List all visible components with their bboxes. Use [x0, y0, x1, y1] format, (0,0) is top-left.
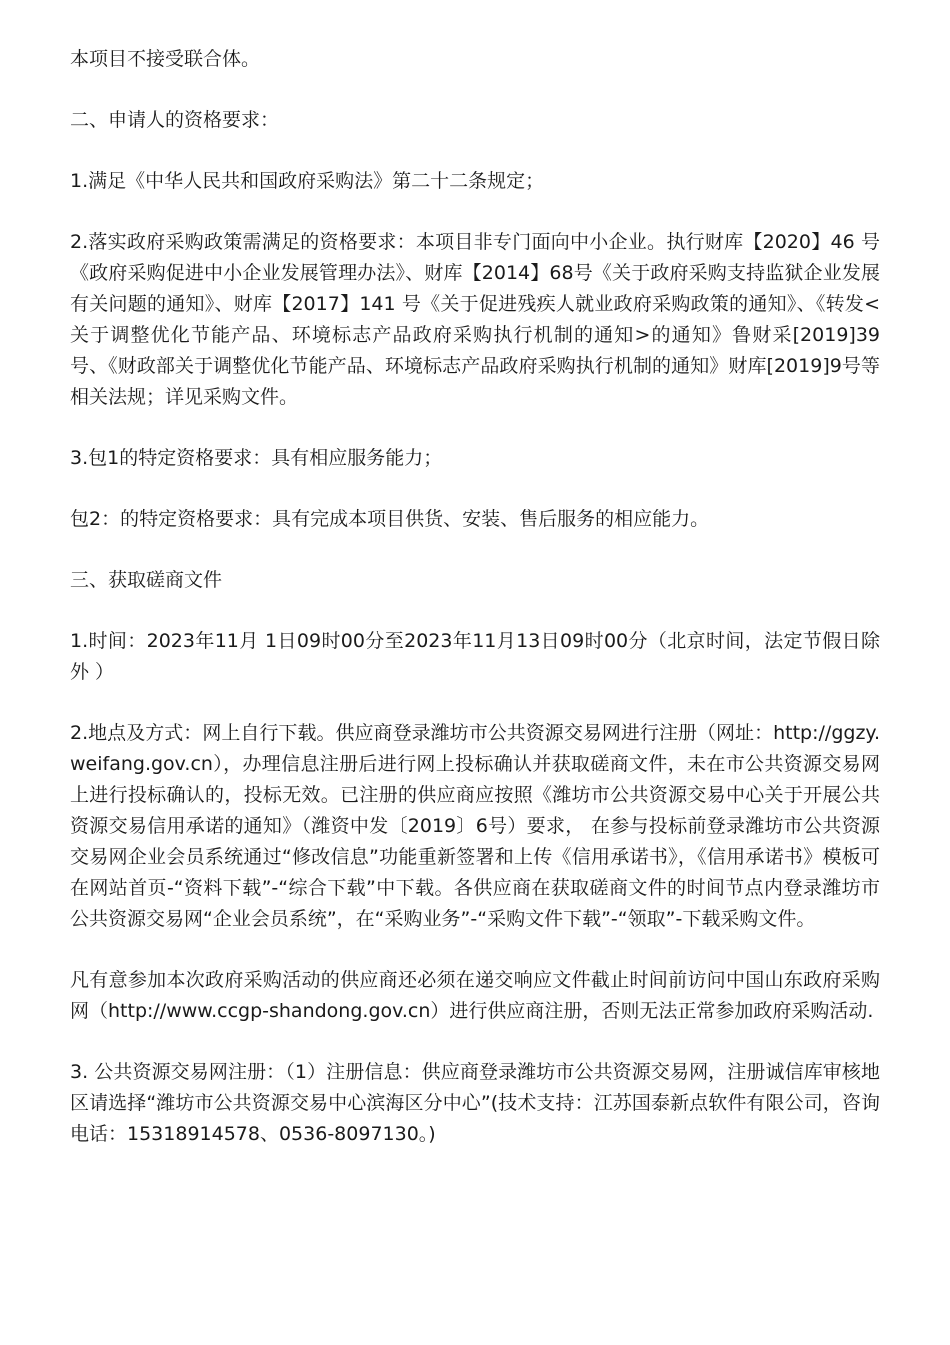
- paragraph-no-consortium: 本项目不接受联合体。: [70, 48, 261, 70]
- paragraph-time: 1.时间：2023年11月 1日09时00分至2023年11月13日09时00分（北京时间，法定节假日除外 ）: [70, 630, 880, 683]
- paragraph-requirement-2: 2.落实政府采购政策需满足的资格要求：本项目非专门面向中小企业。执行财库【2020】46 号《政府采购促进中小企业发展管理办法》、财库【2014】68号《关于政府采购支持监狱企业发展有关问题的通知》、财库【2017】141 号《关于促进残疾人就业政府采购政策的通知》、《转发<关于调整优化节能产品、环境标志产品政府采购执行机制的通知>的通知》鲁财采[2019]39 号、《财政部关于调整优化节能产品、环境标志产品政府采购执行机制的通知》财库[2019]9号等相关法规；详见采购文件。: [70, 231, 880, 408]
- section-heading-qualifications: 二、申请人的资格要求：: [70, 109, 280, 131]
- paragraph-package-1-requirement: 3.包1的特定资格要求：具有相应服务能力；: [70, 447, 443, 469]
- paragraph-public-resource-registration: 3. 公共资源交易网注册：（1）注册信息：供应商登录潍坊市公共资源交易网，注册诚信库审核地区请选择“潍坊市公共资源交易中心滨海区分中心”(技术支持：江苏国泰新点软件有限公司，咨询电话：15318914578、0536-8097130。): [70, 1061, 880, 1145]
- paragraph-location-method: 2.地点及方式：网上自行下载。供应商登录潍坊市公共资源交易网进行注册（网址：http://ggzy.weifang.gov.cn），办理信息注册后进行网上投标确认并获取磋商文件，未在市公共资源交易网上进行投标确认的，投标无效。已注册的供应商应按照《潍坊市公共资源交易中心关于开展公共资源交易信用承诺的通知》（潍资中发〔2019〕6号）要求， 在参与投标前登录潍坊市公共资源交易网企业会员系统通过“修改信息”功能重新签署和上传《信用承诺书》，《信用承诺书》模板可在网站首页-“资料下载”-“综合下载”中下载。各供应商在获取磋商文件的时间节点内登录潍坊市公共资源交易网“企业会员系统”，在“采购业务”-“采购文件下载”-“领取”-下载采购文件。: [70, 722, 880, 930]
- paragraph-requirement-1: 1.满足《中华人民共和国政府采购法》第二十二条规定；: [70, 170, 545, 192]
- paragraph-ccgp-registration: 凡有意参加本次政府采购活动的供应商还必须在递交响应文件截止时间前访问中国山东政府采购网（http://www.ccgp-shandong.gov.cn）进行供应商注册，否则无法正常参加政府采购活动.: [70, 969, 880, 1022]
- paragraph-package-2-requirement: 包2：的特定资格要求：具有完成本项目供货、安装、售后服务的相应能力。: [70, 508, 710, 530]
- section-heading-obtain-documents: 三、获取磋商文件: [70, 569, 223, 591]
